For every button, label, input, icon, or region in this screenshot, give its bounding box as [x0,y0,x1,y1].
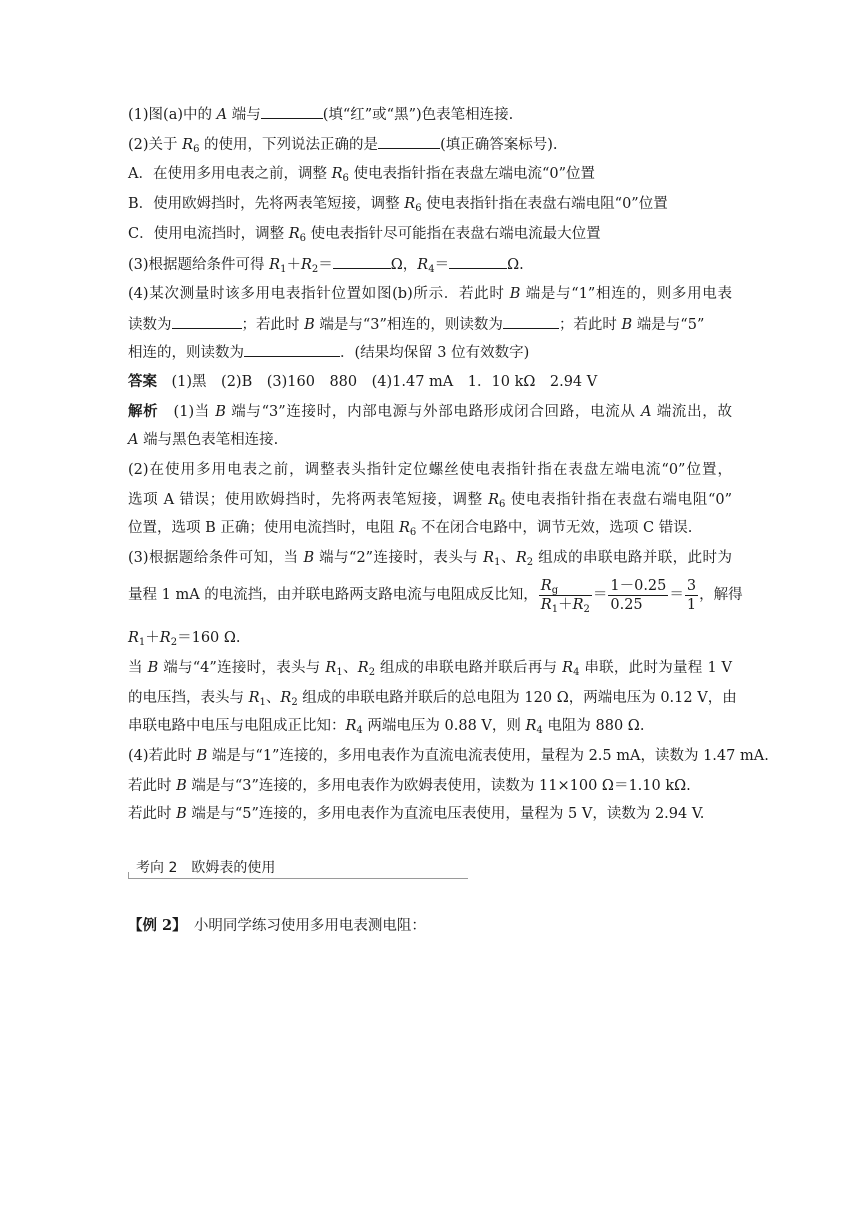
answer-blank [172,314,242,329]
fraction-current: $\frac{1-0.25}{0.25}$ [610,577,667,613]
option-c: C．使用电流挡时，调整 $R_6$ 使电表指针尽可能指在表盘右端电流最大位置 [128,226,601,244]
solution-5-line-2: 若此时 B 端是与“3”连接的，多用电表作为欧姆表使用，读数为 11×100 Ω＝1.10 kΩ. [128,778,691,794]
section-heading [128,858,468,880]
option-b: B．使用欧姆挡时，先将两表笔短接，调整 $R_6$ 使电表指针指在表盘右端电阻“0”位置 [128,196,668,214]
solution-1: 解析 (1)当 B 端与“3”连接时，内部电源与外部电路形成闭合回路，电流从 A 端流出，故 [128,403,732,420]
question-4-line-1: (4)某次测量时该多用电表指针位置如图(b)所示．若此时 B 端是与“1”相连的，则多用电表 [128,286,732,302]
answer-blank [378,134,440,149]
section-underline [128,878,468,879]
question-1: (1)图(a)中的 A 端与 (填“红”或“黑”)色表笔相连接. [128,104,513,125]
fraction-rg: $\frac{R_g}{R_1+R_2}$ [540,577,590,615]
solution-2-line-3: 位置，选项 B 正确；使用电流挡时，电阻 $R_6$ 不在闭合电路中，调节无效，选项 C 错误. [128,520,693,538]
solution-5-line-3: 若此时 B 端是与“5”连接的，多用电表作为直流电压表使用，量程为 5 V，读数为 2.94 V. [128,806,705,822]
question-2: (2)关于 $R_6$ 的使用，下列说法正确的是 (填正确答案标号). [128,134,558,155]
question-4-line-3: 相连的，则读数为 ．(结果均保留 3 位有效数字) [128,342,529,363]
example-2: 【例 2】 小明同学练习使用多用电表测电阻： [128,917,426,934]
answer-blank [261,104,323,119]
answer-blank [333,254,391,269]
answer-line: 答案 (1)黑 (2)B (3)160 880 (4)1.47 mA 1．10 kΩ 2.94 V [128,373,598,390]
solution-4-line-1: 当 B 端与“4”连接时，表头与 $R_1$、$R_2$ 组成的串联电路并联后再与 $R_4$ 串联，此时为量程 1 V [128,660,733,678]
solution-2-line-2: 选项 A 错误；使用欧姆挡时，先将两表笔短接，调整 $R_6$ 使电表指针指在表盘右端电阻“0” [128,492,732,510]
option-a: A．在使用多用电表之前，调整 $R_6$ 使电表指针指在表盘左端电流“0”位置 [128,166,596,184]
solution-4-line-3: 串联电路中电压与电阻成正比知：$R_4$ 两端电压为 0.88 V，则 $R_4$ 电阻为 880 Ω. [128,718,645,736]
solution-2-line-1: (2)在使用多用电表之前，调整表头指针定位螺丝使电表指针指在表盘左端电流“0”位置， [128,462,732,478]
answer-blank [244,342,340,357]
answer-blank [503,314,559,329]
question-3: (3)根据题给条件可得 $R_1+R_2= \Omega$，$R_4= \Omega$. [128,254,524,275]
solution-3-line-3: $R_1+R_2=160$ Ω. [128,630,241,648]
fraction-ratio: $\frac{3}{1}$ [686,577,697,613]
solution-3-line-2: 量程 1 mA 的电流挡，由并联电路两支路电流与电阻成反比知， $\frac{R_g}{R_1+R_2}$ ＝ $\frac{1-0.25}{0.25}$ ＝ $\frac{3}{1}$ ，解得 [128,577,743,615]
question-4-line-2: 读数为 ；若此时 B 端是与“3”相连的，则读数为 ；若此时 B 端是与“5” [128,314,704,335]
solution-4-line-2: 的电压挡，表头与 $R_1$、$R_2$ 组成的串联电路并联后的总电阻为 120 Ω，两端电压为 0.12 V，由 [128,690,737,708]
answer-blank [449,254,507,269]
section-title: 考向 2 欧姆表的使用 [136,860,276,876]
solution-3-line-1: (3)根据题给条件可知，当 B 端与“2”连接时，表头与 $R_1$、$R_2$ 组成的串联电路并联，此时为 [128,550,732,568]
solution-5-line-1: (4)若此时 B 端是与“1”连接的，多用电表作为直流电流表使用，量程为 2.5 mA，读数为 1.47 mA. [128,748,769,764]
solution-1-cont: A 端与黑色表笔相连接. [128,432,279,448]
